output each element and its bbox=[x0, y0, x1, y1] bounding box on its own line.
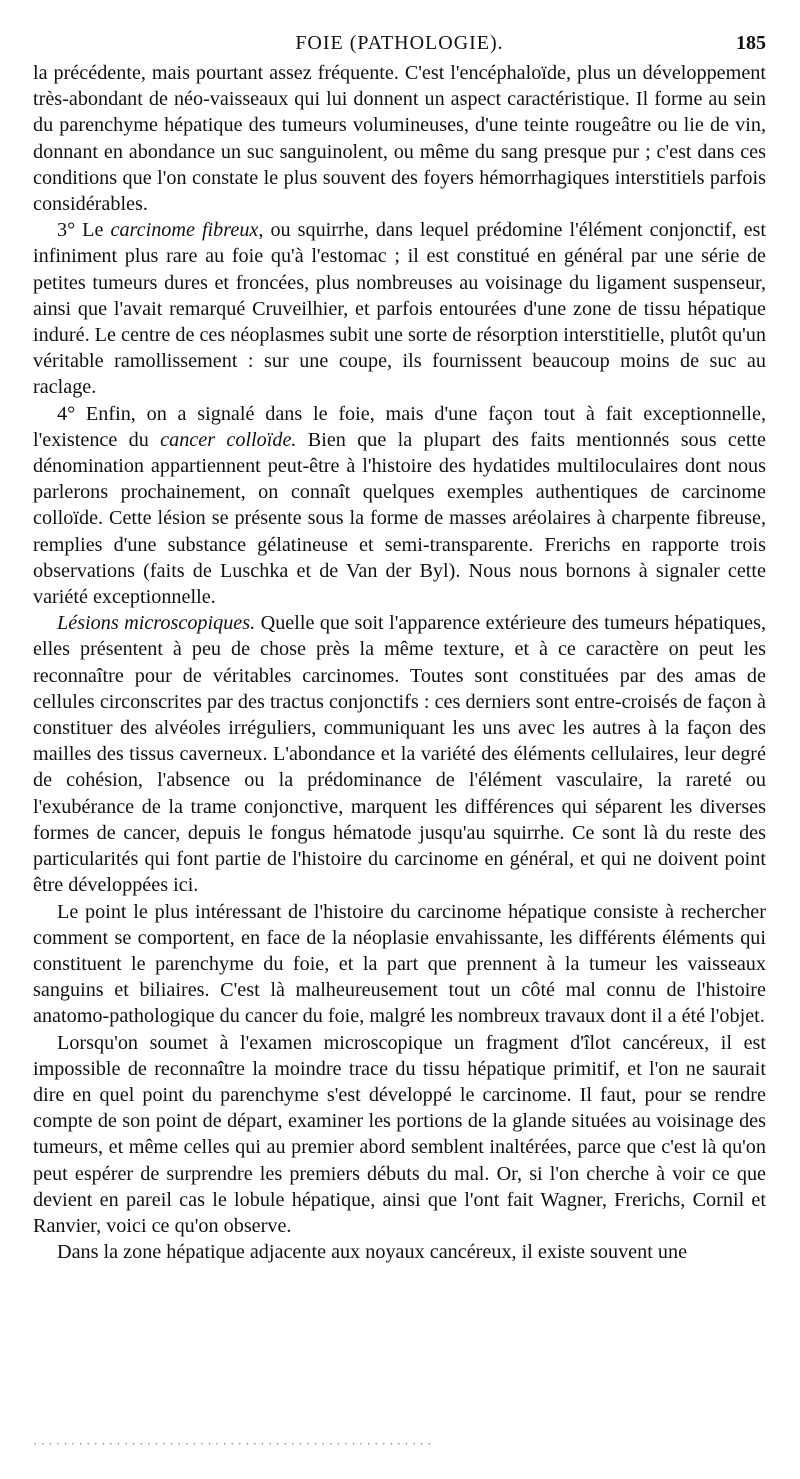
text-segment: Bien que la plupart des faits mentionnés sous cette dénomination appartiennent peut-être à l'histoire des hydatides multiloculaires dont nous parlerons prochainement, on connaît quelques exemples authentiques de carcinome colloïde. Cette lésion se présente sous la forme de masses aréolaires à charpente fibreuse, remplies d'une substance gélatineuse et semi-transparente. Frerichs en rapporte trois observations (faits de Luschka et de Van der Byl). Nous nous bornons à signaler cette variété exceptionnelle. bbox=[33, 428, 766, 609]
italic-text-segment: carcinome fibreux bbox=[110, 219, 259, 242]
text-segment: , ou squirrhe, dans lequel prédomine l'élément conjonctif, est infiniment plus rare au foie qu'à l'estomac ; il est constitué en général par une série de petites tumeurs dures et froncées, plus nombreuses au voisinage du ligament suspenseur, ainsi que l'avait remarqué Cruveilhier, et parfois entourées d'une zone de tissu hépatique induré. Le centre de ces néoplasmes subit une sorte de résorption interstitielle, plutôt qu'un véritable ramollissement : sur une coupe, ils fournissent beaucoup moins de suc au raclage. bbox=[33, 219, 766, 399]
text-segment: 3° Le bbox=[57, 219, 111, 242]
text-segment: 4° Enfin, on a signalé dans le foie, mais d'une façon tout à fait exceptionnelle, l'existence du bbox=[33, 402, 766, 451]
paragraph bbox=[33, 899, 766, 1030]
footer-scan-noise: · · · · · · · · · · · · · · · · · · · · · · · · · · · · · · · · · · · · · · · · · · · · · · · · · · · · · bbox=[33, 1436, 432, 1451]
paragraph bbox=[33, 217, 766, 400]
paragraph bbox=[33, 1030, 766, 1240]
text-segment: Dans la zone hépatique adjacente aux noyaux cancéreux, il existe souvent une bbox=[57, 1241, 688, 1264]
paragraph bbox=[33, 1239, 766, 1265]
text-segment: Le point le plus intéressant de l'histoire du carcinome hépatique consiste à rechercher comment se comportent, en face de la néoplasie envahissante, les différents éléments qui constituent le parenchyme du foie, et la part que prennent à la tumeur les vaisseaux sanguins et biliaires. C'est là malheureusement tout un côté mal connu de l'histoire anatomo-pathologique du cancer du foie, malgré les nombreux travaux dont il a été l'objet. bbox=[33, 900, 766, 1028]
paragraph bbox=[33, 60, 766, 217]
running-head-title: FOIE (PATHOLOGIE). bbox=[295, 32, 504, 54]
text-segment: la précédente, mais pourtant assez fréquente. C'est l'encéphaloïde, plus un développement très-abondant de néo-vaisseaux qui lui donnent un aspect caractéristique. Il forme au sein du parenchyme hépatique des tumeurs volumineuses, d'une teinte rougeâtre ou lie de vin, donnant en abondance un suc sanguinolent, ou même du sang presque pur ; c'est dans ces conditions que l'on constate le plus souvent des foyers hémorrhagiques interstitiels parfois considérables. bbox=[33, 62, 766, 216]
italic-text-segment: Lésions microscopiques. bbox=[57, 612, 256, 635]
running-head bbox=[33, 32, 766, 56]
paragraph bbox=[33, 610, 766, 898]
page-number: 185 bbox=[736, 32, 766, 54]
text-segment: Quelle que soit l'apparence extérieure des tumeurs hépatiques, elles présentent à peu de chose près la même texture, et à ce caractère on peut les reconnaître pour de véritables carcinomes. Toutes sont constituées par des amas de cellules circonscrites par des tractus conjonctifs : ces derniers sont entre-croisés de façon à constituer des alvéoles irréguliers, communiquant les uns avec les autres à la façon des mailles des tissus caverneux. L'abondance et la variété des éléments cellulaires, leur degré de cohésion, l'absence ou la prédominance de l'élément vasculaire, la rareté ou l'exubérance de la trame conjonctive, marquent les différences qui séparent les diverses formes de cancer, depuis le fongus hématode jusqu'au squirrhe. Ce sont là du reste des particularités qui font partie de l'histoire du carcinome en général, et qui ne doivent point être développées ici. bbox=[33, 612, 766, 897]
body-text bbox=[33, 60, 766, 1265]
paragraph bbox=[33, 401, 766, 611]
text-segment: Lorsqu'on soumet à l'examen microscopique un fragment d'îlot cancéreux, il est impossible de reconnaître la moindre trace du tissu hépatique primitif, et l'on ne saurait dire en quel point du parenchyme s'est développé le carcinome. Il faut, pour se rendre compte de son point de départ, examiner les portions de la glande situées au voisinage des tumeurs, et même celles qui au premier abord semblent inaltérées, parce que c'est là qu'on peut espérer de surprendre les premiers débuts du mal. Or, si l'on cherche à voir ce que devient en pareil cas le lobule hépatique, ainsi que l'ont fait Wagner, Frerichs, Cornil et Ranvier, voici ce qu'on observe. bbox=[33, 1031, 766, 1237]
italic-text-segment: cancer colloïde. bbox=[160, 428, 297, 451]
